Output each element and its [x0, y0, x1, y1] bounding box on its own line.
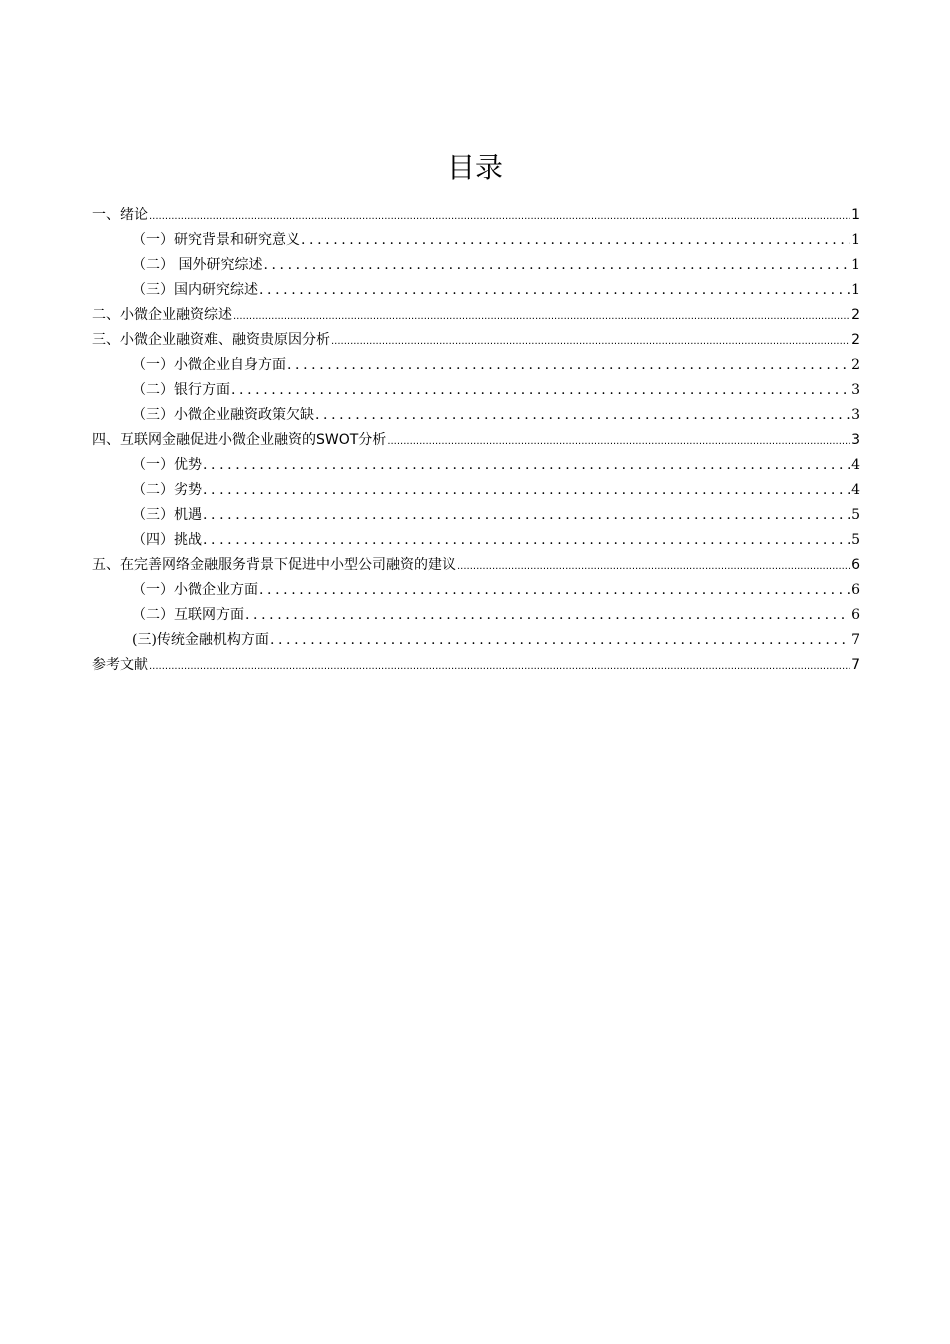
page-title: 目录 [446, 151, 503, 184]
dot-leader [331, 328, 850, 354]
table-of-contents [92, 203, 860, 678]
toc-entry-label: （一）小微企业自身方面 [132, 357, 286, 373]
toc-entry-label: （二）互联网方面 [132, 607, 244, 623]
dot-leader [203, 453, 850, 478]
toc-subentry[interactable] [92, 228, 860, 253]
toc-entry-label: 五、在完善网络金融服务背景下促进中小型公司融资的建议 [92, 557, 456, 573]
toc-page-number: 1 [851, 232, 860, 248]
toc-entry[interactable] [92, 328, 860, 353]
toc-entry-label: 四、互联网金融促进小微企业融资的SWOT分析 [92, 432, 387, 448]
toc-entry-label: （三）小微企业融资政策欠缺 [132, 407, 314, 423]
toc-page-number: 2 [851, 332, 860, 348]
toc-entry-label: (三)传统金融机构方面 [132, 632, 269, 648]
dot-leader [233, 303, 850, 329]
toc-entry-label: （四）挑战 [132, 532, 202, 548]
toc-page-number: 7 [851, 632, 860, 648]
toc-subentry[interactable] [92, 478, 860, 503]
toc-page-number: 1 [851, 207, 860, 223]
toc-page-number: 6 [851, 582, 860, 598]
toc-page-number: 2 [851, 307, 860, 323]
toc-page-number: 6 [851, 557, 860, 573]
toc-entry[interactable] [92, 553, 860, 578]
toc-page-number: 3 [851, 382, 860, 398]
toc-page-number: 2 [851, 357, 860, 373]
dot-leader [270, 628, 850, 653]
toc-page-number: 7 [851, 657, 860, 673]
toc-entry-label: （二） 国外研究综述 [132, 257, 263, 273]
dot-leader [149, 653, 850, 679]
toc-entry[interactable] [92, 653, 860, 678]
dot-leader [387, 428, 850, 454]
toc-entry-label: （二）银行方面 [132, 382, 230, 398]
dot-leader [263, 253, 850, 278]
toc-subentry[interactable] [92, 603, 860, 628]
dot-leader [457, 553, 850, 579]
toc-subentry[interactable] [92, 628, 860, 653]
toc-page-number: 3 [851, 407, 860, 423]
toc-page-number: 3 [851, 432, 860, 448]
dot-leader [231, 378, 850, 403]
toc-subentry[interactable] [92, 278, 860, 303]
dot-leader [245, 603, 850, 628]
toc-entry-label: （一）研究背景和研究意义 [132, 232, 300, 248]
toc-page-number: 4 [851, 482, 860, 498]
toc-entry-label: （一）小微企业方面 [132, 582, 258, 598]
toc-page-number: 1 [851, 257, 860, 273]
dot-leader [287, 353, 850, 378]
dot-leader [149, 203, 850, 229]
toc-entry-label: 二、小微企业融资综述 [92, 307, 232, 323]
toc-entry-label: （一）优势 [132, 457, 202, 473]
toc-subentry[interactable] [92, 403, 860, 428]
toc-subentry[interactable] [92, 378, 860, 403]
toc-entry-label: 一、绪论 [92, 207, 148, 223]
dot-leader [203, 503, 850, 528]
toc-subentry[interactable] [92, 453, 860, 478]
toc-entry-label: （三）国内研究综述 [132, 282, 258, 298]
dot-leader [259, 578, 850, 603]
toc-page-number: 1 [851, 282, 860, 298]
dot-leader [203, 478, 850, 503]
toc-subentry[interactable] [92, 578, 860, 603]
toc-subentry[interactable] [92, 353, 860, 378]
toc-page-number: 6 [851, 607, 860, 623]
toc-entry-label: （三）机遇 [132, 507, 202, 523]
toc-page-number: 5 [851, 532, 860, 548]
dot-leader [315, 403, 850, 428]
toc-entry-label: 三、小微企业融资难、融资贵原因分析 [92, 332, 330, 348]
toc-page-number: 4 [851, 457, 860, 473]
dot-leader [259, 278, 850, 303]
dot-leader [301, 228, 850, 253]
toc-entry-label: 参考文献 [92, 657, 148, 673]
toc-entry[interactable] [92, 428, 860, 453]
toc-entry[interactable] [92, 203, 860, 228]
toc-subentry[interactable] [92, 528, 860, 553]
toc-entry[interactable] [92, 303, 860, 328]
toc-subentry[interactable] [92, 253, 860, 278]
toc-page-number: 5 [851, 507, 860, 523]
dot-leader [203, 528, 850, 553]
toc-subentry[interactable] [92, 503, 860, 528]
toc-entry-label: （二）劣势 [132, 482, 202, 498]
